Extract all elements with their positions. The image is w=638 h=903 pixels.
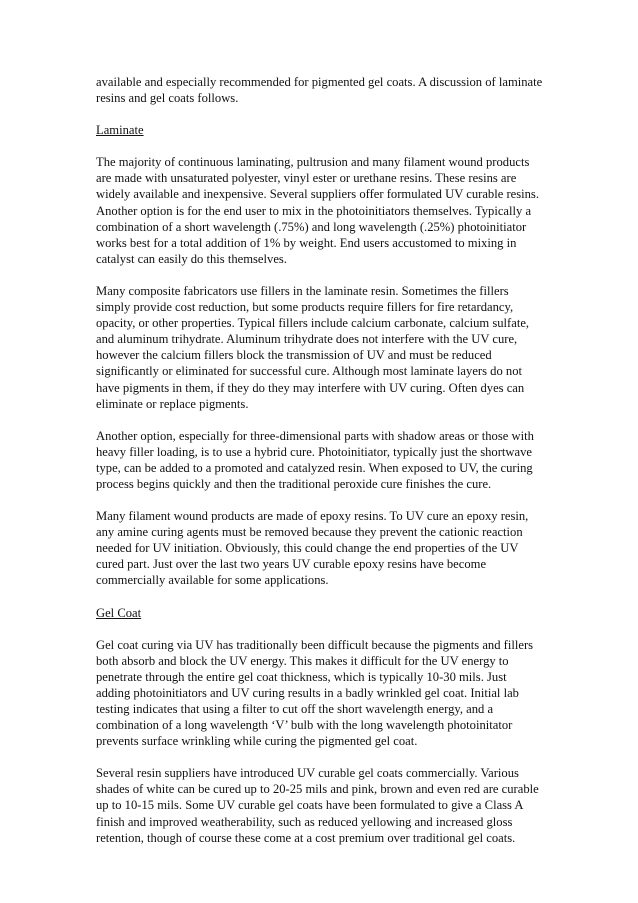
- intro-paragraph: available and especially recommended for pigmented gel coats. A discussion of laminate resins and gel coats follows.: [96, 75, 543, 106]
- laminate-paragraph-1: The majority of continuous laminating, pultrusion and many filament wound products are made with unsaturated polyester, vinyl ester or urethane resins. These resins are widely available and inexpensive. Several suppliers offer formulated UV curable resins. Another option is for the end user to mix in the photoinitiators themselves. Typically a combination of a short wavelength (.75%) and long wavelength (.25%) photoinitiator works best for a total addition of 1% by weight. End users accustomed to mixing in catalyst can easily do this themselves.: [96, 155, 539, 266]
- laminate-heading: Laminate: [96, 123, 144, 138]
- gel-coat-paragraph-1: Gel coat curing via UV has traditionally been difficult because the pigments and fillers both absorb and block the UV energy. This makes it difficult for the UV energy to penetrate through the entire gel coat thickness, which is typically 10-30 mils. Just adding photoinitiators and UV curing results in a badly wrinkled gel coat. Initial lab testing indicates that using a filter to cut off the short wavelength energy, and a combination of a long wavelength ‘V’ bulb with the long wavelength photoinitator prevents surface wrinkling while curing the pigmented gel coat.: [96, 637, 534, 749]
- laminate-paragraph-3: Another option, especially for three-dimensional parts with shadow areas or those with heavy filler loading, is to use a hybrid cure. Photoinitiator, typically just the shortwave type, can be added to a promoted and catalyzed resin. When exposed to UV, the curing process begins quickly and then the traditional peroxide cure finishes the cure.: [96, 428, 534, 491]
- laminate-paragraph-2: Many composite fabricators use fillers in the laminate resin. Sometimes the fillers simply provide cost reduction, but some products require fillers for fire retardancy, opacity, or other properties. Typical fillers include calcium carbonate, calcium sulfate, and aluminum trihydrate. Aluminum trihydrate does not interfere with the UV cure, however the calcium fillers block the transmission of UV and must be reduced significantly or eliminated for successful cure. Although most laminate layers do not have pigments in them, if they do they may interfere with UV curing. Often dyes can eliminate or replace pigments.: [96, 283, 530, 411]
- gel-coat-paragraph-2: Several resin suppliers have introduced UV curable gel coats commercially. Various shades of white can be cured up to 20-25 mils and pink, brown and even red are curable up to 10-15 mils. Some UV curable gel coats have been formulated to give a Class A finish and improved weatherability, such as reduced yellowing and increased gloss retention, though of course these come at a cost premium over traditional gel coats.: [96, 766, 539, 845]
- gel-coat-heading: Gel Coat: [96, 605, 142, 620]
- document-page: [96, 74, 544, 862]
- laminate-paragraph-4: Many filament wound products are made of epoxy resins. To UV cure an epoxy resin, any amine curing agents must be removed because they prevent the cationic reaction needed for UV initiation. Obviously, this could change the end properties of the UV cured part. Just over the last two years UV curable epoxy resins have become commercially available for some applications.: [96, 509, 529, 588]
